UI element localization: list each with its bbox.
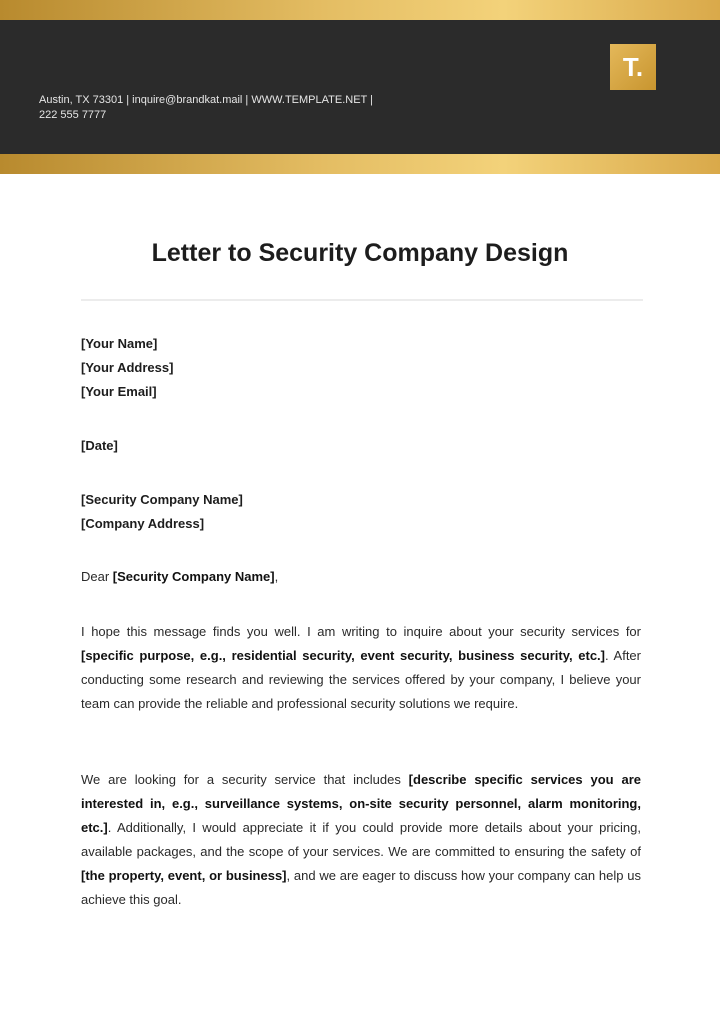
company-logo	[610, 44, 656, 90]
greeting-name: [Security Company Name]	[112, 569, 275, 584]
paragraph-2-placeholder-services: [describe specific services you are interested in, e.g., surveillance systems, on-site security personnel, alarm monitoring, etc.]	[81, 772, 641, 835]
document-title: Letter to Security Company Design	[151, 239, 569, 267]
sender-address: [Your Address]	[81, 360, 174, 375]
title-divider	[81, 299, 643, 301]
paragraph-1-placeholder-purpose: [specific purpose, e.g., residential security, event security, business security, etc.]	[81, 648, 605, 663]
contact-info	[39, 93, 419, 123]
paragraph-2-placeholder-property: [the property, event, or business]	[81, 868, 287, 883]
paragraph-2-text-b: . Additionally, I would appreciate it if you could provide more details about your pricing, available packages, and the scope of your services. We are committed to ensuring the safety of	[81, 820, 641, 859]
paragraph-1-text-b: . After conducting some research and reviewing the services offered by your company, I believe your team can provide the reliable and professional security solutions we require.	[81, 648, 641, 711]
header-gold-stripe-top	[0, 0, 720, 20]
letter-date: [Date]	[81, 438, 118, 453]
greeting-prefix: Dear	[81, 569, 113, 584]
body-paragraph-2	[81, 768, 641, 912]
paragraph-2-text-c: , and we are eager to discuss how your company can help us achieve this goal.	[81, 868, 641, 907]
header-gold-stripe-bottom	[0, 154, 720, 174]
body-paragraph-1	[81, 620, 641, 716]
recipient-company-name: [Security Company Name]	[81, 492, 243, 507]
greeting	[81, 565, 641, 589]
recipient-company-address: [Company Address]	[81, 516, 205, 531]
contact-line-2: 222 555 7777	[39, 109, 107, 121]
greeting-suffix: ,	[274, 569, 279, 584]
paragraph-1-text-a: I hope this message finds you well. I am writing to inquire about your security services for	[81, 624, 641, 639]
sender-email: [Your Email]	[81, 384, 157, 399]
contact-line-1: Austin, TX 73301 | inquire@brandkat.mail | WWW.TEMPLATE.NET |	[39, 94, 373, 106]
paragraph-2-text-a: We are looking for a security service that includes	[81, 772, 409, 787]
logo-letter: T.	[622, 52, 644, 82]
sender-name: [Your Name]	[81, 336, 158, 351]
